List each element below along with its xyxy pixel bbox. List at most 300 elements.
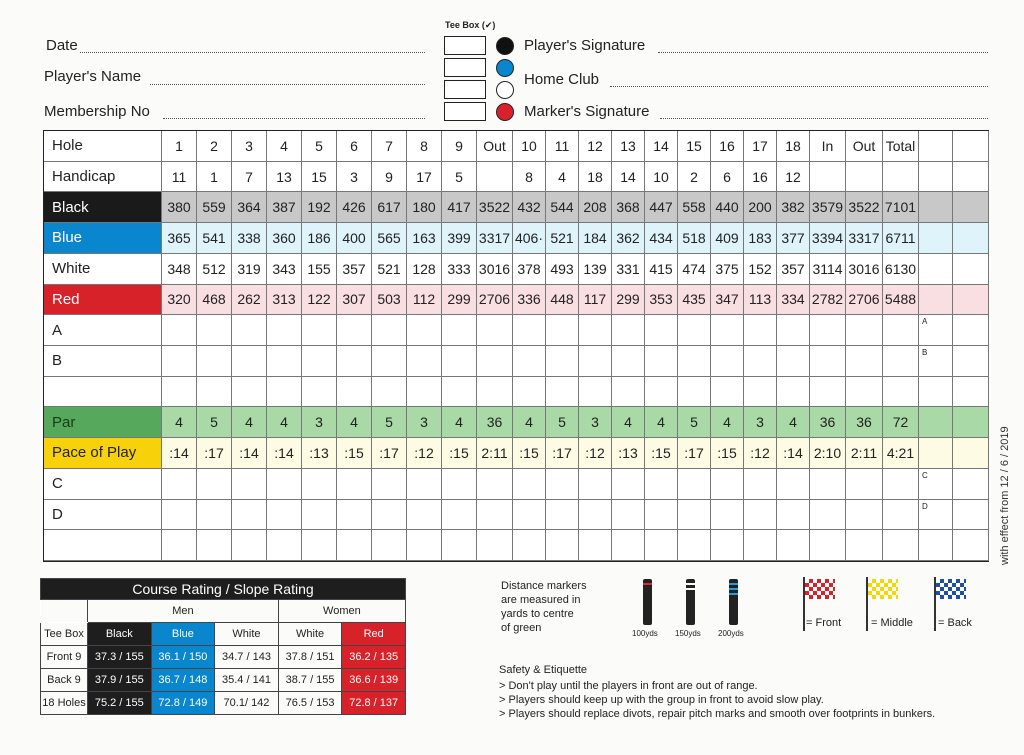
score-cell[interactable] xyxy=(883,530,919,561)
score-cell: 336 xyxy=(513,285,546,316)
hole-number: 12 xyxy=(579,131,612,162)
score-cell[interactable] xyxy=(267,500,302,531)
player-signature-field[interactable] xyxy=(658,51,988,53)
score-cell: 4 xyxy=(337,407,372,438)
score-cell[interactable] xyxy=(711,500,744,531)
tee-box-white-checkbox[interactable] xyxy=(444,80,486,99)
score-cell[interactable] xyxy=(777,530,810,561)
score-cell[interactable] xyxy=(477,162,513,193)
score-cell[interactable] xyxy=(477,500,513,531)
score-cell: 319 xyxy=(232,254,267,285)
score-cell[interactable] xyxy=(477,377,513,408)
score-cell[interactable] xyxy=(546,377,579,408)
score-cell[interactable] xyxy=(232,469,267,500)
score-cell[interactable] xyxy=(678,377,711,408)
score-cell[interactable] xyxy=(846,500,883,531)
score-cell: 2706 xyxy=(477,285,513,316)
membership-field[interactable] xyxy=(163,117,425,119)
row-marker-letter: D xyxy=(919,500,953,531)
score-cell: 117 xyxy=(579,285,612,316)
hole-number: 10 xyxy=(513,131,546,162)
etiquette-line: > Players should keep up with the group in front to avoid slow play. xyxy=(499,694,824,706)
score-cell: 521 xyxy=(546,223,579,254)
score-cell[interactable] xyxy=(407,315,442,346)
score-cell[interactable] xyxy=(883,162,919,193)
score-cell[interactable] xyxy=(777,377,810,408)
rating-cell: 76.5 / 153 xyxy=(278,692,342,715)
tee-box-header: Tee Box xyxy=(41,623,88,646)
score-cell: 380 xyxy=(162,192,197,223)
score-cell[interactable] xyxy=(162,315,197,346)
score-cell[interactable] xyxy=(678,530,711,561)
score-cell[interactable] xyxy=(267,346,302,377)
score-cell: 426 xyxy=(337,192,372,223)
row-label: Back 9 xyxy=(41,669,88,692)
score-cell[interactable] xyxy=(810,377,846,408)
score-cell[interactable] xyxy=(744,377,777,408)
score-cell[interactable] xyxy=(711,530,744,561)
rating-cell: 70.1/ 142 xyxy=(215,692,279,715)
score-cell: 565 xyxy=(372,223,407,254)
score-cell: 474 xyxy=(678,254,711,285)
score-cell[interactable] xyxy=(546,530,579,561)
score-cell[interactable] xyxy=(919,162,953,193)
score-cell: 5 xyxy=(197,407,232,438)
score-cell[interactable] xyxy=(477,315,513,346)
score-cell[interactable] xyxy=(645,469,678,500)
row-label: Handicap xyxy=(44,162,162,193)
score-cell[interactable] xyxy=(302,469,337,500)
score-cell[interactable] xyxy=(197,530,232,561)
row-marker-letter: C xyxy=(919,469,953,500)
score-cell: 299 xyxy=(612,285,645,316)
marker-200-label: 200yds xyxy=(718,629,744,638)
course-rating-table xyxy=(40,578,406,715)
row-marker-letter: B xyxy=(919,346,953,377)
score-cell[interactable] xyxy=(919,223,953,254)
score-cell: 448 xyxy=(546,285,579,316)
score-cell: 4 xyxy=(232,407,267,438)
score-cell[interactable] xyxy=(919,530,953,561)
score-cell: 3579 xyxy=(810,192,846,223)
tee-box-blue-checkbox[interactable] xyxy=(444,58,486,77)
etiquette-title: Safety & Etiquette xyxy=(499,664,588,676)
score-cell: 184 xyxy=(579,223,612,254)
score-cell[interactable] xyxy=(810,530,846,561)
hole-number: 14 xyxy=(645,131,678,162)
marker-150-label: 150yds xyxy=(675,629,701,638)
score-cell[interactable] xyxy=(777,500,810,531)
score-cell: 5 xyxy=(678,407,711,438)
score-cell: 3 xyxy=(407,407,442,438)
score-cell[interactable] xyxy=(711,315,744,346)
score-cell[interactable] xyxy=(810,346,846,377)
row-marker-letter: A xyxy=(919,315,953,346)
score-cell[interactable] xyxy=(919,254,953,285)
score-cell: 2 xyxy=(678,162,711,193)
score-cell[interactable] xyxy=(513,500,546,531)
hole-number: Total xyxy=(883,131,919,162)
black-tee-dot-icon xyxy=(496,37,514,55)
hole-number: 15 xyxy=(678,131,711,162)
score-cell: 18 xyxy=(579,162,612,193)
score-cell[interactable] xyxy=(407,500,442,531)
score-cell: 4 xyxy=(711,407,744,438)
score-cell[interactable] xyxy=(579,530,612,561)
score-cell[interactable] xyxy=(232,500,267,531)
score-cell: 6 xyxy=(711,162,744,193)
score-cell[interactable] xyxy=(513,530,546,561)
score-cell[interactable] xyxy=(612,469,645,500)
score-cell: :17 xyxy=(546,438,579,469)
score-cell[interactable] xyxy=(883,500,919,531)
score-cell[interactable] xyxy=(810,162,846,193)
score-cell[interactable] xyxy=(744,500,777,531)
rating-cell: 34.7 / 143 xyxy=(215,646,279,669)
score-cell[interactable] xyxy=(513,469,546,500)
score-cell[interactable] xyxy=(477,469,513,500)
rating-cell: 36.6 / 139 xyxy=(342,669,406,692)
score-cell[interactable] xyxy=(267,377,302,408)
score-cell[interactable] xyxy=(372,377,407,408)
score-cell[interactable] xyxy=(777,315,810,346)
score-cell[interactable] xyxy=(372,530,407,561)
score-cell[interactable] xyxy=(477,346,513,377)
player-name-field[interactable] xyxy=(150,83,425,85)
score-cell[interactable] xyxy=(232,377,267,408)
score-cell: 338 xyxy=(232,223,267,254)
score-cell: 4 xyxy=(513,407,546,438)
score-cell[interactable] xyxy=(302,530,337,561)
score-cell: 3 xyxy=(302,407,337,438)
score-cell: 440 xyxy=(711,192,744,223)
score-cell[interactable] xyxy=(744,346,777,377)
score-cell[interactable] xyxy=(546,500,579,531)
score-cell: 387 xyxy=(267,192,302,223)
score-cell: 512 xyxy=(197,254,232,285)
home-club-label: Home Club xyxy=(524,71,600,88)
row-label: White xyxy=(44,254,162,285)
score-cell[interactable] xyxy=(372,469,407,500)
score-cell: :13 xyxy=(612,438,645,469)
score-cell[interactable] xyxy=(678,315,711,346)
tee-box-black-checkbox[interactable] xyxy=(444,36,486,55)
score-cell[interactable] xyxy=(953,438,989,469)
score-cell[interactable] xyxy=(711,469,744,500)
marker-100-icon xyxy=(643,579,652,625)
score-cell[interactable] xyxy=(953,223,989,254)
score-cell[interactable] xyxy=(337,315,372,346)
score-cell: 16 xyxy=(744,162,777,193)
score-cell[interactable] xyxy=(546,315,579,346)
score-cell[interactable] xyxy=(162,469,197,500)
score-cell: 357 xyxy=(337,254,372,285)
score-cell[interactable] xyxy=(302,377,337,408)
score-cell[interactable] xyxy=(645,315,678,346)
score-cell[interactable] xyxy=(232,315,267,346)
score-cell[interactable] xyxy=(579,377,612,408)
hole-number: 3 xyxy=(232,131,267,162)
marker-150-icon xyxy=(686,579,695,625)
score-cell: 4 xyxy=(162,407,197,438)
score-cell[interactable] xyxy=(953,192,989,223)
score-cell[interactable] xyxy=(919,377,953,408)
score-cell[interactable] xyxy=(810,315,846,346)
score-cell[interactable] xyxy=(337,346,372,377)
score-cell[interactable] xyxy=(197,469,232,500)
score-cell[interactable] xyxy=(919,438,953,469)
score-cell[interactable] xyxy=(953,500,989,531)
score-cell[interactable] xyxy=(579,500,612,531)
score-cell[interactable] xyxy=(162,346,197,377)
row-label: Black xyxy=(44,192,162,223)
score-cell[interactable] xyxy=(678,500,711,531)
score-cell[interactable] xyxy=(232,530,267,561)
score-cell: 200 xyxy=(744,192,777,223)
score-cell[interactable] xyxy=(883,469,919,500)
scorecard-table xyxy=(43,130,989,562)
score-cell[interactable] xyxy=(777,469,810,500)
score-cell[interactable] xyxy=(883,377,919,408)
score-cell: 11 xyxy=(162,162,197,193)
score-cell[interactable] xyxy=(407,377,442,408)
hole-number: 4 xyxy=(267,131,302,162)
score-cell: 2782 xyxy=(810,285,846,316)
score-cell[interactable] xyxy=(197,500,232,531)
score-cell[interactable] xyxy=(953,254,989,285)
score-cell[interactable] xyxy=(953,530,989,561)
score-cell: 331 xyxy=(612,254,645,285)
score-cell: 122 xyxy=(302,285,337,316)
score-cell[interactable] xyxy=(267,530,302,561)
tee-box-red-checkbox[interactable] xyxy=(444,102,486,121)
score-cell[interactable] xyxy=(442,530,477,561)
score-cell[interactable] xyxy=(197,377,232,408)
score-cell: 7 xyxy=(232,162,267,193)
score-cell[interactable] xyxy=(372,315,407,346)
score-cell: 435 xyxy=(678,285,711,316)
score-cell: :17 xyxy=(197,438,232,469)
col-white-men: White xyxy=(215,623,279,646)
row-label: Blue xyxy=(44,223,162,254)
score-cell: 3114 xyxy=(810,254,846,285)
score-cell[interactable] xyxy=(846,530,883,561)
score-cell[interactable] xyxy=(919,192,953,223)
back-flag-label: = Back xyxy=(938,617,972,629)
score-cell: 3 xyxy=(337,162,372,193)
red-tee-dot-icon xyxy=(496,103,514,121)
score-cell[interactable] xyxy=(645,377,678,408)
score-cell: 493 xyxy=(546,254,579,285)
score-cell[interactable] xyxy=(337,530,372,561)
score-cell[interactable] xyxy=(645,500,678,531)
score-cell[interactable] xyxy=(846,162,883,193)
score-cell[interactable] xyxy=(407,530,442,561)
front-flag-label: = Front xyxy=(806,617,842,629)
score-cell[interactable] xyxy=(612,530,645,561)
score-cell[interactable] xyxy=(442,346,477,377)
score-cell[interactable] xyxy=(546,346,579,377)
score-cell[interactable] xyxy=(513,346,546,377)
date-field[interactable] xyxy=(80,51,425,53)
score-cell: 17 xyxy=(407,162,442,193)
score-cell: 262 xyxy=(232,285,267,316)
marker-signature-field[interactable] xyxy=(660,117,988,119)
score-cell: 417 xyxy=(442,192,477,223)
score-cell: 409 xyxy=(711,223,744,254)
score-cell: :15 xyxy=(645,438,678,469)
score-cell[interactable] xyxy=(579,346,612,377)
rating-cell: 75.2 / 155 xyxy=(88,692,152,715)
etiquette-line: > Don't play until the players in front are out of range. xyxy=(499,680,758,692)
score-cell[interactable] xyxy=(711,346,744,377)
score-cell[interactable] xyxy=(846,469,883,500)
score-cell: 180 xyxy=(407,192,442,223)
score-cell[interactable] xyxy=(883,315,919,346)
score-cell[interactable] xyxy=(744,315,777,346)
score-cell[interactable] xyxy=(953,162,989,193)
score-cell[interactable] xyxy=(337,469,372,500)
score-cell[interactable] xyxy=(744,469,777,500)
score-cell[interactable] xyxy=(953,285,989,316)
score-cell[interactable] xyxy=(678,346,711,377)
men-header: Men xyxy=(88,600,279,623)
score-cell[interactable] xyxy=(919,407,953,438)
score-cell[interactable] xyxy=(953,346,989,377)
score-cell[interactable] xyxy=(777,346,810,377)
score-cell[interactable] xyxy=(372,500,407,531)
score-cell[interactable] xyxy=(197,315,232,346)
score-cell: 382 xyxy=(777,192,810,223)
rating-cell: 37.8 / 151 xyxy=(278,646,342,669)
score-cell[interactable] xyxy=(711,377,744,408)
score-cell: 4 xyxy=(442,407,477,438)
score-cell[interactable] xyxy=(267,315,302,346)
score-cell[interactable] xyxy=(302,346,337,377)
score-cell[interactable] xyxy=(612,315,645,346)
score-cell: 434 xyxy=(645,223,678,254)
score-cell[interactable] xyxy=(162,530,197,561)
hole-number: Out xyxy=(477,131,513,162)
score-cell[interactable] xyxy=(810,500,846,531)
score-cell: 4 xyxy=(645,407,678,438)
hole-number: 2 xyxy=(197,131,232,162)
score-cell: 12 xyxy=(777,162,810,193)
score-cell[interactable] xyxy=(513,315,546,346)
blue-tee-dot-icon xyxy=(496,59,514,77)
score-cell[interactable] xyxy=(513,377,546,408)
player-name-label: Player's Name xyxy=(44,68,142,85)
score-cell: 192 xyxy=(302,192,337,223)
score-cell[interactable] xyxy=(744,530,777,561)
score-cell[interactable] xyxy=(846,315,883,346)
hole-number: 13 xyxy=(612,131,645,162)
tee-box-title: Tee Box (✔) xyxy=(445,20,496,30)
score-cell: 432 xyxy=(513,192,546,223)
col-white-women: White xyxy=(278,623,342,646)
score-cell: 364 xyxy=(232,192,267,223)
score-cell[interactable] xyxy=(546,469,579,500)
score-cell[interactable] xyxy=(883,346,919,377)
score-cell[interactable] xyxy=(953,407,989,438)
score-cell[interactable] xyxy=(579,315,612,346)
score-cell[interactable] xyxy=(232,346,267,377)
score-cell: 9 xyxy=(372,162,407,193)
score-cell[interactable] xyxy=(645,530,678,561)
score-cell[interactable] xyxy=(579,469,612,500)
score-cell: 5 xyxy=(546,407,579,438)
score-cell: 320 xyxy=(162,285,197,316)
score-cell[interactable] xyxy=(337,500,372,531)
score-cell: 4:21 xyxy=(883,438,919,469)
score-cell: 139 xyxy=(579,254,612,285)
score-cell: 7101 xyxy=(883,192,919,223)
score-cell[interactable] xyxy=(442,469,477,500)
score-cell[interactable] xyxy=(477,530,513,561)
women-header: Women xyxy=(278,600,405,623)
score-cell[interactable] xyxy=(267,469,302,500)
hole-number xyxy=(919,131,953,162)
score-cell: 518 xyxy=(678,223,711,254)
score-cell[interactable] xyxy=(442,500,477,531)
col-black: Black xyxy=(88,623,152,646)
score-cell[interactable] xyxy=(162,377,197,408)
score-cell[interactable] xyxy=(612,346,645,377)
score-cell: 163 xyxy=(407,223,442,254)
score-cell: 113 xyxy=(744,285,777,316)
score-cell[interactable] xyxy=(302,315,337,346)
rating-cell: 36.7 / 148 xyxy=(151,669,215,692)
etiquette-line: > Players should replace divots, repair pitch marks and smooth over footprints in bunkers. xyxy=(499,708,936,720)
score-cell[interactable] xyxy=(372,346,407,377)
score-cell[interactable] xyxy=(919,285,953,316)
marker-200-icon xyxy=(729,579,738,625)
score-cell[interactable] xyxy=(846,377,883,408)
score-cell[interactable] xyxy=(302,500,337,531)
score-cell[interactable] xyxy=(442,315,477,346)
score-cell[interactable] xyxy=(846,346,883,377)
hole-number: In xyxy=(810,131,846,162)
score-cell[interactable] xyxy=(953,469,989,500)
score-cell[interactable] xyxy=(442,377,477,408)
score-cell[interactable] xyxy=(337,377,372,408)
score-cell[interactable] xyxy=(407,469,442,500)
rating-cell: 37.3 / 155 xyxy=(88,646,152,669)
score-cell: 360 xyxy=(267,223,302,254)
score-cell[interactable] xyxy=(953,377,989,408)
score-cell[interactable] xyxy=(612,377,645,408)
score-cell[interactable] xyxy=(678,469,711,500)
score-cell: 2:10 xyxy=(810,438,846,469)
score-cell: 3 xyxy=(579,407,612,438)
score-cell: 36 xyxy=(477,407,513,438)
score-cell[interactable] xyxy=(645,346,678,377)
score-cell: 1 xyxy=(197,162,232,193)
score-cell[interactable] xyxy=(407,346,442,377)
score-cell: 3317 xyxy=(477,223,513,254)
hole-number: 9 xyxy=(442,131,477,162)
score-cell[interactable] xyxy=(162,500,197,531)
score-cell[interactable] xyxy=(612,500,645,531)
home-club-field[interactable] xyxy=(610,85,988,87)
score-cell[interactable] xyxy=(197,346,232,377)
score-cell[interactable] xyxy=(953,315,989,346)
hole-number: 16 xyxy=(711,131,744,162)
marker-signature-label: Marker's Signature xyxy=(524,103,650,120)
score-cell: 5488 xyxy=(883,285,919,316)
score-cell[interactable] xyxy=(810,469,846,500)
col-blue: Blue xyxy=(151,623,215,646)
